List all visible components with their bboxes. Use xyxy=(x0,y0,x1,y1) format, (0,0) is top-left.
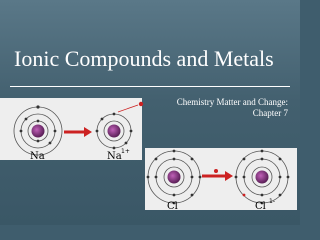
subtitle-line-2: Chapter 7 xyxy=(252,108,288,118)
sodium-atom-label: Na xyxy=(30,151,45,162)
chloride-ion-label: Cl xyxy=(255,201,266,212)
chlorine-atom-label: Cl xyxy=(167,201,178,212)
sodium-ion-label: Na xyxy=(107,151,122,162)
gained-electron xyxy=(214,169,218,173)
sodium-ion-charge: 1+ xyxy=(121,148,130,155)
chloride-ion-charge: 1- xyxy=(269,198,275,205)
slide-title: Ionic Compounds and Metals xyxy=(14,46,274,71)
subtitle-line-1: Chemistry Matter and Change: xyxy=(176,97,288,107)
